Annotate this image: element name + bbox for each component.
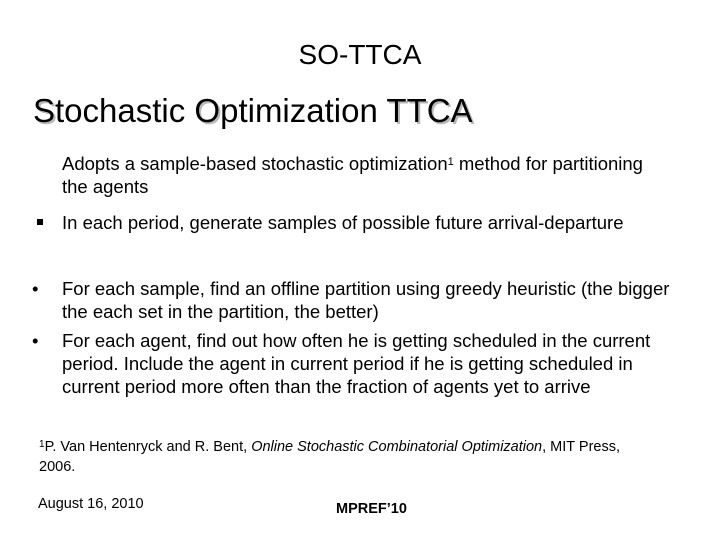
bullet-dot-icon: • xyxy=(32,278,39,299)
header-title: SO-TTCA xyxy=(298,39,422,70)
footer-date: August 16, 2010 xyxy=(38,496,144,512)
square-bullet-icon xyxy=(37,219,43,225)
footnote-authors: P. Van Hentenryck and R. Bent, xyxy=(44,439,252,455)
bullet-dot-icon: • xyxy=(32,330,39,351)
title-o-letter: O xyxy=(194,92,221,129)
intro-text: Adopts a sample-based stochastic optimization xyxy=(62,153,448,174)
slide-title xyxy=(33,90,473,132)
footnote xyxy=(39,437,659,477)
footnote-book-title: Online Stochastic Combinatorial Optimization xyxy=(251,439,543,455)
footnote-marker: 1 xyxy=(39,439,45,450)
footer-conference: MPREF’10 xyxy=(336,501,407,517)
title-ttca: TTCA xyxy=(386,92,473,129)
sub-bullet-2: For each agent, find out how often he is getting scheduled in the current period. Include the agent in current period if he is getting scheduled in current period more often than the fraction of agents yet to arrive xyxy=(62,330,651,397)
title-tochastic: tochastic xyxy=(55,92,195,129)
intro-text-2: method for partitioning the agents xyxy=(62,153,643,197)
footnote-publisher: , MIT Press, 2006. xyxy=(39,439,621,475)
title-ptimization: ptimization xyxy=(220,92,387,129)
title-s-letter: S xyxy=(33,92,56,129)
bullet-1: In each period, generate samples of possible future arrival-departure xyxy=(62,212,624,233)
sub-bullet-1: For each sample, find an offline partition using greedy heuristic (the bigger the each set in the partition, the better) xyxy=(62,278,670,322)
intro-paragraph xyxy=(62,152,662,198)
intro-footnote-ref: 1 xyxy=(447,156,454,168)
